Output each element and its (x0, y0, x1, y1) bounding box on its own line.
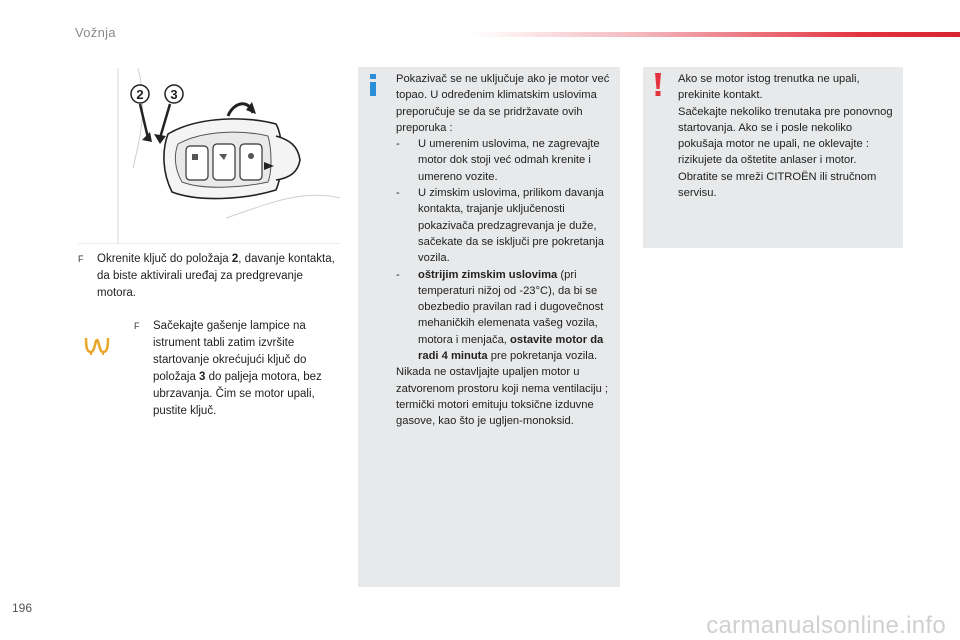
step-bullet: F (134, 321, 140, 331)
warning-para-1: Ako se motor istog trenutka ne upali, prekinite kontakt. (678, 73, 860, 102)
warning-exclamation-icon (650, 73, 666, 97)
position-3-marker (165, 85, 183, 103)
step-start-engine: F Sačekajte gašenje lampice na istrument tabli zatim izvršite startovanje okrećujući ključ do položaja 3 do paljeja motora, bez ubrzavanja. Čim se motor upali, pustite ključ. (134, 320, 322, 417)
section-title: Vožnja (75, 25, 116, 40)
info-item-winter: - U zimskim uslovima, prilikom davanja kontakta, trajanje uključenosti pokazivača predzagrevanja je duže, sačekate da se isključi pre pokretanja vozila. (396, 187, 604, 265)
info-item-moderate: - U umerenim uslovima, ne zagrevajte motor dok stoji već odmah krenite i umereno vozite. (396, 138, 600, 183)
warning-text (678, 71, 900, 201)
ignition-key-illustration (78, 68, 340, 244)
step-bullet: F (78, 254, 84, 264)
position-2-marker (131, 85, 149, 103)
position-3-label: 3 (170, 87, 178, 102)
preheat-glow-plug-icon (83, 334, 111, 356)
page-number: 196 (12, 601, 33, 615)
position-2-label: 2 (136, 87, 144, 102)
step-turn-key: F Okrenite ključ do položaja 2, davanje kontakta, da biste aktivirali uređaj za predgrevanje motora. (78, 253, 335, 299)
info-outro: Nikada ne ostavljajte upaljen motor u zatvorenom prostoru koji nema ventilaciju ; termički motori emituju toksične izduvne gasove, kao što je ugljen-monoksid. (396, 366, 609, 428)
footer-watermark-url: carmanualsonline.info (706, 612, 946, 639)
info-intro: Pokazivač se ne uključuje ako je motor već topao. U određenim klimatskim uslovima preporučuje se da se pridržavate ovih preporuka : (396, 73, 610, 134)
warning-para-2: Sačekajte nekoliko trenutaka pre ponovnog startovanja. Ako se i posle nekoliko pokušaja motor ne upali, ne oklevajte : rizikujete da oštetite anlaser i motor. (678, 105, 893, 167)
info-text (396, 71, 614, 430)
info-item-harsh-winter: - oštrijim zimskim uslovima (pri temperaturi nižoj od -23°C), da bi se obezbedio pravilan rad i dugovečnost mehaničkih elemenata vašeg vozila, motora i menjača, ostavite motor da radi 4 minuta pre pokretanja vozila. (396, 268, 604, 363)
warning-para-3: Obratite se mreži CITROËN ili stručnom servisu. (678, 170, 877, 200)
header-accent-bar (470, 32, 960, 37)
info-icon (367, 74, 379, 96)
